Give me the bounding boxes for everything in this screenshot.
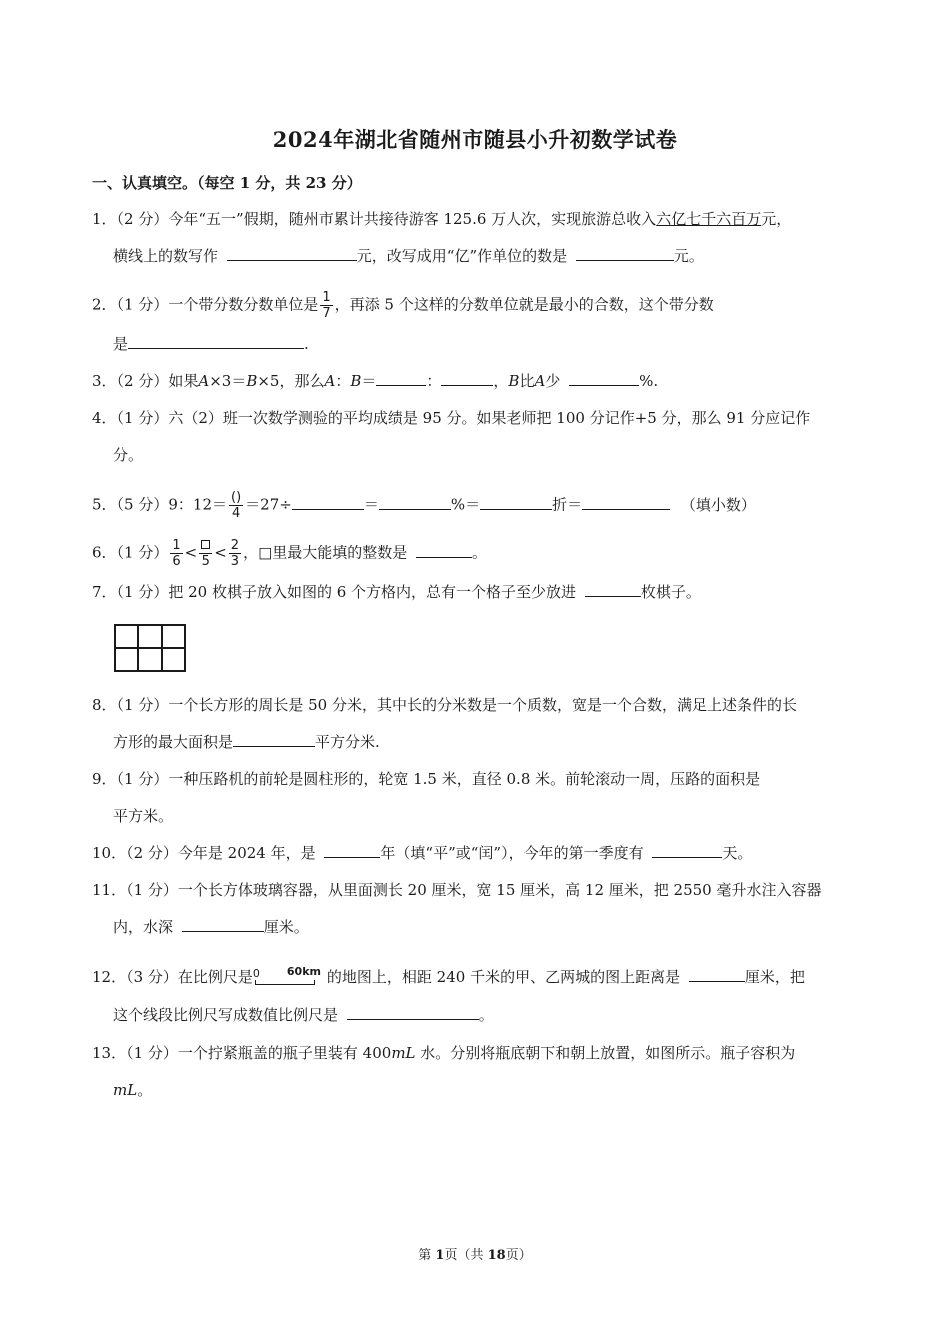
answer-blank[interactable] (416, 543, 472, 558)
fraction: $\frac{()}{4}$ (231, 490, 242, 521)
question-5: 5．（5 分）9：12＝ $\frac{()}{4}$ ＝27÷ ＝ %＝ 折＝ （填小数） (92, 490, 756, 521)
answer-blank[interactable] (379, 495, 451, 510)
answer-blank[interactable] (292, 495, 364, 510)
answer-blank[interactable] (569, 371, 639, 386)
q2-text-c: 是 (113, 335, 129, 353)
answer-blank[interactable] (128, 334, 304, 349)
q2-text: 2．（1 分）一个带分数分数单位是 (92, 295, 319, 314)
q2-text-b: ，再添 5 个这样的分数单位就是最小的合数，这个带分数 (334, 295, 714, 314)
q1-text-c: 横线上的数写作 (113, 247, 219, 265)
question-9-line-1: 9．（1 分）一种压路机的前轮是圆柱形的，轮宽 1.5 米，直径 0.8 米。前轮滚动一周，压路的面积是 (92, 770, 761, 788)
q1-text-d: 元，改写成用“亿”作单位的数是 (356, 247, 568, 265)
answer-blank[interactable] (576, 246, 674, 261)
question-13-line-2: mL。 (113, 1081, 153, 1099)
answer-blank[interactable] (585, 582, 641, 597)
question-8-line-2: 方形的最大面积是 平方分米. (113, 733, 380, 751)
linear-scale-bar: 0 60km (253, 966, 327, 988)
question-2-line-2 (113, 334, 309, 354)
question-4-line-1: 4．（1 分）六（2）班一次数学测验的平均成绩是 95 分。如果老师把 100 分记作+5 分，那么 91 分应记作 (92, 409, 811, 427)
question-11-line-1: 11．（1 分）一个长方体玻璃容器，从里面测长 20 厘米，宽 15 厘米，高 12 厘米，把 2550 毫升水注入容器 (92, 881, 822, 899)
fraction: $\frac{1}{7}$ (322, 290, 331, 321)
question-1-line-1 (92, 209, 791, 229)
q1-text: 1．（2 分）今年“五一”假期，随州市累计共接待游客 125.6 万人次，实现旅游总收入 (92, 210, 657, 228)
answer-blank[interactable] (233, 732, 315, 747)
answer-blank[interactable] (376, 371, 426, 386)
answer-blank[interactable] (324, 843, 380, 858)
page-footer: 第 1页（共 18页） (418, 1248, 532, 1263)
answer-blank[interactable] (227, 246, 357, 261)
total-pages: 18 (487, 1248, 506, 1263)
question-1-line-2 (113, 246, 704, 266)
fraction: $\frac{1}{6}$ (172, 538, 181, 569)
question-4-line-2: 分。 (113, 446, 144, 464)
q2-text-d: . (304, 335, 309, 353)
question-2-line-1 (92, 290, 714, 321)
answer-blank[interactable] (441, 371, 493, 386)
page-title: 2024年湖北省随州市随县小升初数学试卷 (272, 127, 678, 152)
fraction: $\frac{2}{3}$ (230, 538, 240, 569)
question-12-line-2: 这个线段比例尺写成数值比例尺是 。 (113, 1006, 494, 1024)
question-12-line-1: 12．（3 分）在比例尺是 0 60km 的地图上，相距 240 千米的甲、乙两城的图上距离是 厘米，把 (92, 965, 805, 986)
answer-blank[interactable] (347, 1005, 479, 1020)
answer-blank[interactable] (652, 843, 722, 858)
question-3: 3．（2 分）如果A×3＝B×5，那么A：B＝ ： ，B比A少 %. (92, 372, 659, 390)
q1-text-b: 元， (761, 210, 792, 228)
question-13-line-1: 13．（1 分）一个拧紧瓶盖的瓶子里装有 400mL 水。分别将瓶底朝下和朝上放置，如图所示。瓶子容积为 (92, 1044, 796, 1062)
page-number: 1 (435, 1248, 445, 1263)
answer-blank[interactable] (582, 495, 670, 510)
fraction-with-box: 5 (199, 538, 212, 569)
q1-underlined-number: 六亿七千六百万 (656, 210, 762, 228)
q1-text-e: 元。 (673, 247, 704, 265)
six-cell-grid-figure (114, 624, 186, 672)
square-box-icon (201, 540, 210, 549)
question-11-line-2: 内，水深 厘米。 (113, 918, 309, 936)
answer-blank[interactable] (480, 495, 552, 510)
question-7: 7．（1 分）把 20 枚棋子放入如图的 6 个方格内，总有一个格子至少放进 枚棋子。 (92, 583, 701, 601)
question-9-line-2: 平方米。 (113, 807, 174, 825)
section-heading: 一、认真填空。（每空 1 分，共 23 分） (92, 174, 362, 192)
question-6: 6．（1 分） $\frac{1}{6}$ < 5 < $\frac{2}{3}$ ，□里最大能填的整数是 。 (92, 538, 488, 569)
question-8-line-1: 8．（1 分）一个长方形的周长是 50 分米，其中长的分米数是一个质数，宽是一个合数，满足上述条件的长 (92, 696, 797, 714)
answer-blank[interactable] (689, 967, 745, 982)
question-10: 10．（2 分）今年是 2024 年，是 年（填“平”或“闰”），今年的第一季度有 天。 (92, 844, 753, 862)
answer-blank[interactable] (182, 917, 264, 932)
